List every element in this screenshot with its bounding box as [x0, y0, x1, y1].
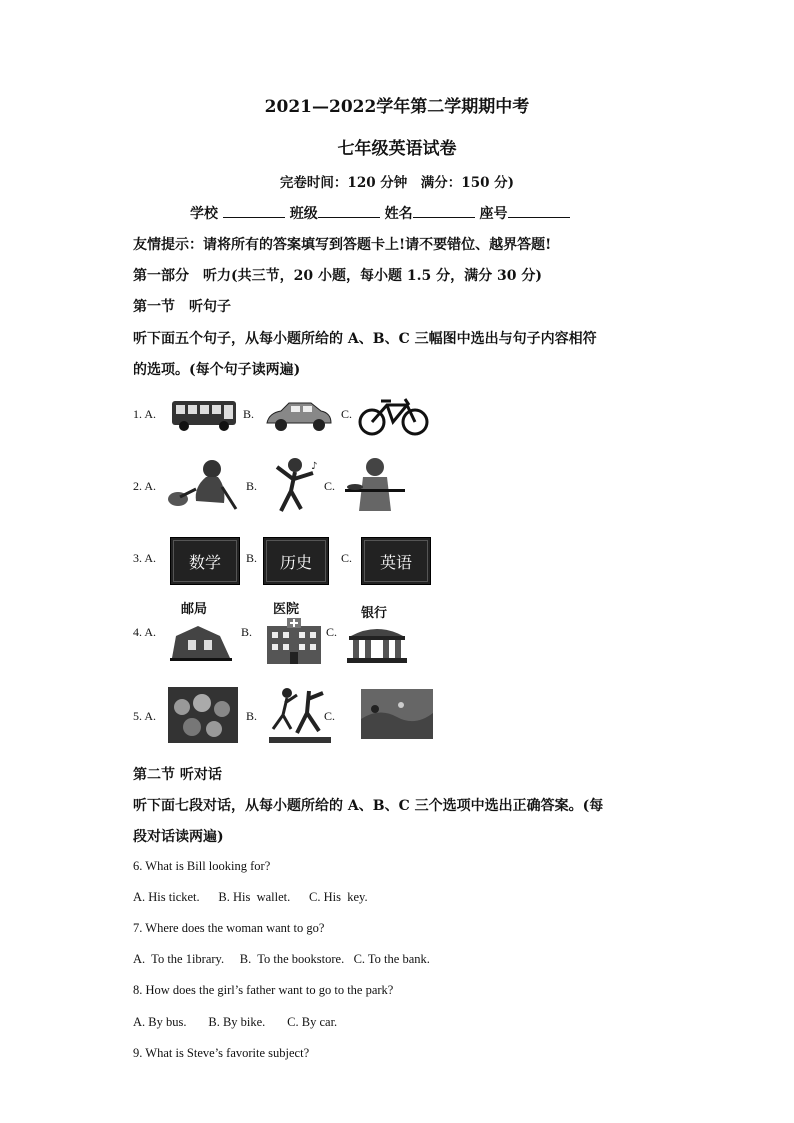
question-6: 6. What is Bill looking for?	[133, 859, 271, 873]
seat-label: 座号	[479, 206, 508, 222]
name-label: 姓名	[384, 206, 413, 222]
question-7-options: A. To the 1ibrary. B. To the bookstore. C. To the bank.	[133, 952, 430, 966]
bank-caption: 银行	[361, 606, 388, 621]
q1-label-c: C.	[341, 407, 353, 421]
q3-label-a: 3. A.	[133, 551, 157, 565]
hospital-icon[interactable]	[263, 616, 325, 666]
cleaning-person-icon[interactable]	[166, 457, 242, 513]
q4-label-a: 4. A.	[133, 625, 157, 639]
question-9: 9. What is Steve’s favorite subject?	[133, 1046, 310, 1060]
q3-label-c: C.	[341, 551, 353, 565]
english-board[interactable]	[361, 537, 431, 585]
history-board[interactable]	[263, 537, 329, 585]
dancing-person-icon[interactable]	[267, 455, 327, 517]
post-office-caption: 邮局	[181, 602, 208, 617]
q3-label-b: B.	[246, 551, 258, 565]
question-3	[133, 535, 653, 605]
section2-instruction-2: 段对话读两遍)	[133, 829, 224, 845]
q2-label-b: B.	[246, 479, 258, 493]
q1-label-b: B.	[243, 407, 255, 421]
section1-instruction-2: 的选项。(每个句子读两遍)	[133, 362, 301, 378]
question-4	[133, 598, 653, 668]
time-info: 完卷时间：120 分钟 满分：150 分)	[279, 175, 515, 191]
part1-heading: 第一部分 听力(共三节，20 小题，每小题 1.5 分，满分 30 分)	[133, 268, 542, 284]
english-board-text: 英语	[379, 552, 412, 572]
student-info-row	[190, 203, 570, 223]
seat-field[interactable]	[508, 205, 570, 218]
class-label: 班级	[289, 206, 318, 222]
class-field[interactable]	[318, 205, 380, 218]
math-board[interactable]	[170, 537, 240, 585]
landscape-scene-icon[interactable]	[361, 689, 433, 739]
question-8: 8. How does the girl’s father want to go to the park?	[133, 983, 394, 997]
hospital-caption: 医院	[273, 602, 300, 617]
car-icon[interactable]	[263, 399, 335, 433]
section1-instruction-1: 听下面五个句子，从每小题所给的 A、B、C 三幅图中选出与句子内容相符	[133, 331, 597, 347]
cooking-person-icon[interactable]	[343, 455, 407, 515]
section2-heading: 第二节 听对话	[133, 767, 222, 783]
math-board-text: 数学	[188, 552, 221, 572]
q1-label-a: 1. A.	[133, 407, 157, 421]
q4-label-c: C.	[326, 625, 338, 639]
q2-label-c: C.	[324, 479, 336, 493]
question-6-options: A. His ticket. B. His wallet. C. His key.	[133, 890, 368, 904]
bus-icon[interactable]	[170, 397, 238, 433]
crowd-scene-icon[interactable]	[168, 687, 238, 743]
question-8-options: A. By bus. B. By bike. C. By car.	[133, 1015, 338, 1029]
name-field[interactable]	[413, 205, 475, 218]
tip-text: 友情提示：请将所有的答案填写到答题卡上!请不要错位、越界答题!	[133, 237, 552, 253]
question-2	[133, 455, 653, 525]
exam-subtitle: 七年级英语试卷	[337, 139, 457, 159]
bank-icon[interactable]	[345, 622, 409, 664]
question-5	[133, 685, 653, 755]
school-label: 学校	[190, 206, 218, 222]
q5-label-c: C.	[324, 709, 336, 723]
history-board-text: 历史	[279, 552, 312, 572]
section2-instruction-1: 听下面七段对话，从每小题所给的 A、B、C 三个选项中选出正确答案。(每	[133, 798, 604, 814]
q5-label-b: B.	[246, 709, 258, 723]
q2-label-a: 2. A.	[133, 479, 157, 493]
bicycle-icon[interactable]	[357, 395, 431, 437]
exam-title: 2021—2022学年第二学期期中考	[264, 97, 530, 117]
post-office-icon[interactable]	[168, 618, 234, 662]
svg-text:♪: ♪	[311, 461, 318, 472]
q4-label-b: B.	[241, 625, 253, 639]
question-7: 7. Where does the woman want to go?	[133, 921, 325, 935]
q5-label-a: 5. A.	[133, 709, 157, 723]
section1-heading: 第一节 听句子	[133, 299, 231, 315]
school-field[interactable]	[223, 205, 285, 218]
